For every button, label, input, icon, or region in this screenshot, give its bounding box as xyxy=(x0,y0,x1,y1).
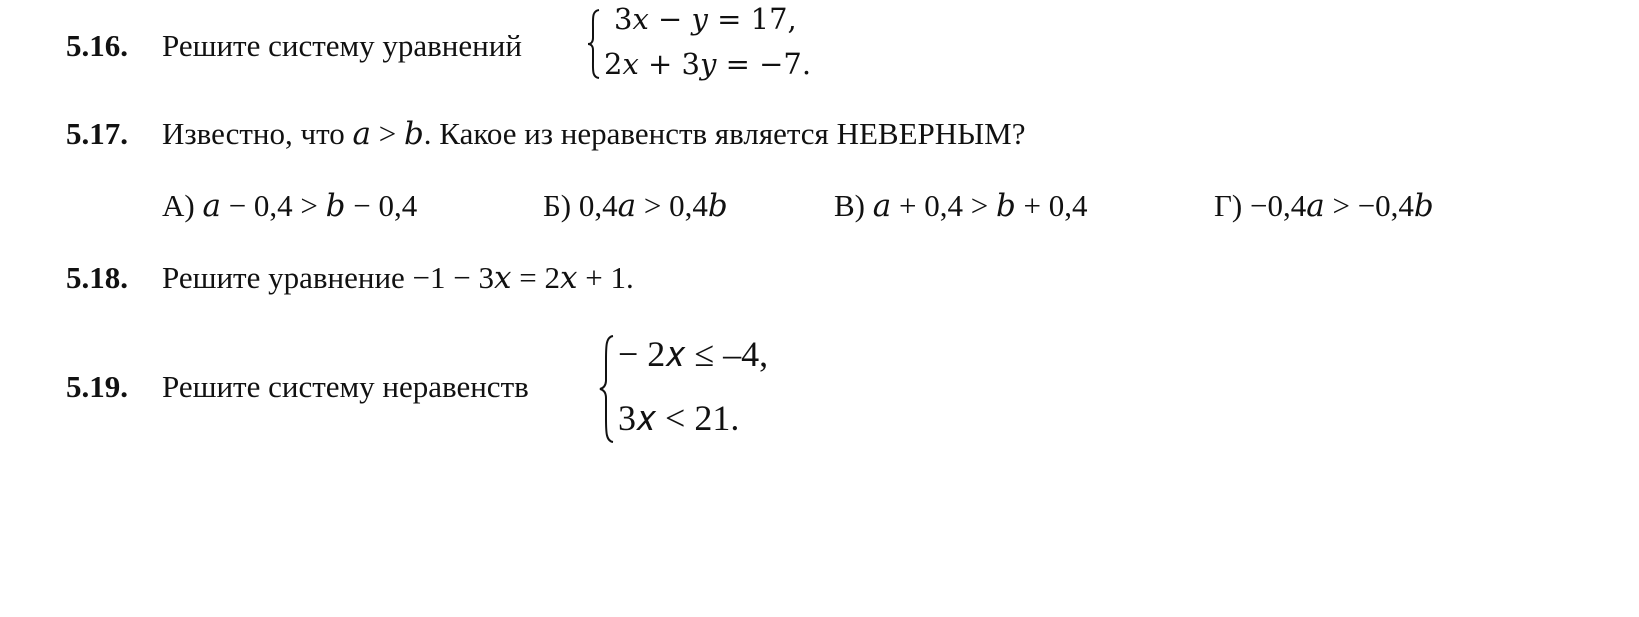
problem-number-5-19: 5.19. xyxy=(66,369,128,404)
system-line-5-16-2: 2𝑥 + 3𝑦 = −7. xyxy=(604,47,812,81)
problem-text-5-16: Решите систему уравнений xyxy=(162,28,522,63)
system-line-5-19-1: − 2𝑥 ≤ –4, xyxy=(618,334,769,374)
problem-number-5-17: 5.17. xyxy=(66,116,128,151)
problem-number-5-16: 5.16. xyxy=(66,28,128,63)
answer-option-v: В) 𝑎 + 0,4 > 𝑏 + 0,4 xyxy=(834,188,1088,223)
system-brace-5-16 xyxy=(587,8,601,80)
system-line-5-16-1: 3𝑥 − 𝑦 = 17, xyxy=(614,2,797,36)
problem-number-5-18: 5.18. xyxy=(66,260,128,295)
problem-text-5-18: Решите уравнение −1 − 3𝑥 = 2𝑥 + 1. xyxy=(162,260,634,295)
answer-option-g: Г) −0,4𝑎 > −0,4𝑏 xyxy=(1214,188,1434,223)
system-brace-5-19 xyxy=(598,334,616,444)
answer-option-a: А) 𝑎 − 0,4 > 𝑏 − 0,4 xyxy=(162,188,418,223)
system-line-5-19-2: 3𝑥 < 21. xyxy=(618,398,740,438)
problem-text-5-19: Решите систему неравенств xyxy=(162,369,529,404)
answer-option-b: Б) 0,4𝑎 > 0,4𝑏 xyxy=(543,188,728,223)
problem-text-5-17: Известно, что 𝑎 > 𝑏. Какое из неравенств является НЕВЕРНЫМ? xyxy=(162,116,1026,151)
